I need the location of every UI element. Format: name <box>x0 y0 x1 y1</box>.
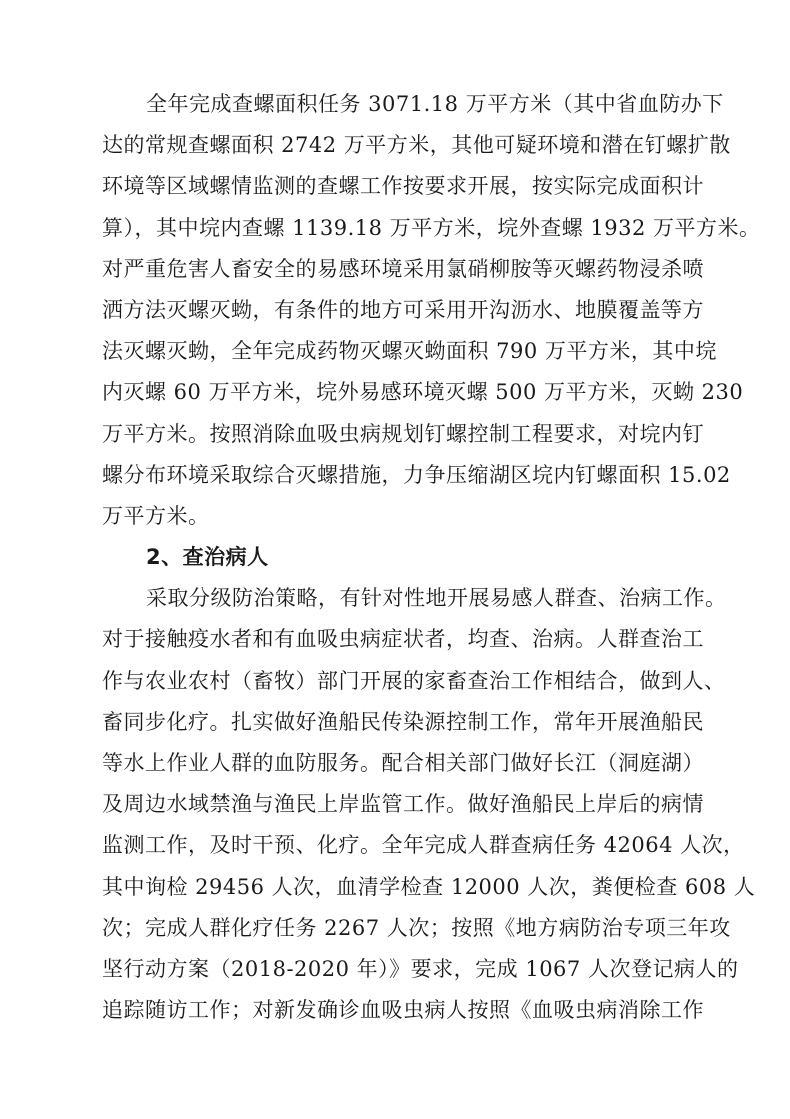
text-line: 对严重危害人畜安全的易感环境采用氯硝柳胺等灭螺药物浸杀喷 <box>102 256 704 281</box>
paragraph-snail-control <box>102 84 761 537</box>
text-line: 其中询检 29456 人次，血清学检查 12000 人次，粪便检查 608 人 <box>102 874 756 899</box>
text-line: 螺分布环境采取综合灭螺措施，力争压缩湖区垸内钉螺面积 15.02 <box>102 462 731 487</box>
text-line: 畜同步化疗。扎实做好渔船民传染源控制工作，常年开展渔船民 <box>102 709 704 734</box>
text-line: 追踪随访工作；对新发确诊血吸虫病人按照《血吸虫病消除工作 <box>102 998 704 1023</box>
text-line: 监测工作，及时干预、化疗。全年完成人群查病任务 42064 人次， <box>102 833 745 858</box>
text-line: 万平方米。 <box>102 503 210 528</box>
text-line: 算），其中垸内查螺 1139.18 万平方米，垸外查螺 1932 万平方米。 <box>102 215 761 240</box>
text-line: 等水上作业人群的血防服务。配合相关部门做好长江（洞庭湖） <box>102 751 704 775</box>
text-line: 坚行动方案（2018-2020 年）》要求，完成 1067 人次登记病人的 <box>102 956 739 981</box>
text-line: 次；完成人群化疗任务 2267 人次；按照《地方病防治专项三年攻 <box>102 915 731 940</box>
document-body <box>102 84 761 1031</box>
text-line: 全年完成查螺面积任务 3071.18 万平方米（其中省血防办下 <box>146 92 724 116</box>
section-heading: 2、查治病人 <box>146 545 269 570</box>
paragraph-patient-treatment <box>102 578 756 1031</box>
text-line: 环境等区域螺情监测的查螺工作按要求开展，按实际完成面积计 <box>102 174 704 199</box>
text-line: 对于接触疫水者和有血吸虫病症状者，均查、治病。人群查治工 <box>102 627 704 652</box>
text-line: 内灭螺 60 万平方米，垸外易感环境灭螺 500 万平方米，灭蚴 230 <box>102 380 744 405</box>
text-line: 法灭螺灭蚴，全年完成药物灭螺灭蚴面积 790 万平方米，其中垸 <box>102 339 717 364</box>
text-line: 及周边水域禁渔与渔民上岸监管工作。做好渔船民上岸后的病情 <box>102 792 704 817</box>
text-line: 万平方米。按照消除血吸虫病规划钉螺控制工程要求，对垸内钉 <box>102 421 704 446</box>
text-line: 作与农业农村（畜牧）部门开展的家畜查治工作相结合，做到人、 <box>102 668 726 693</box>
text-line: 洒方法灭螺灭蚴，有条件的地方可采用开沟沥水、地膜覆盖等方 <box>102 297 704 322</box>
text-line: 采取分级防治策略，有针对性地开展易感人群查、治病工作。 <box>146 586 727 611</box>
text-line: 达的常规查螺面积 2742 万平方米，其他可疑环境和潜在钉螺扩散 <box>102 133 731 158</box>
